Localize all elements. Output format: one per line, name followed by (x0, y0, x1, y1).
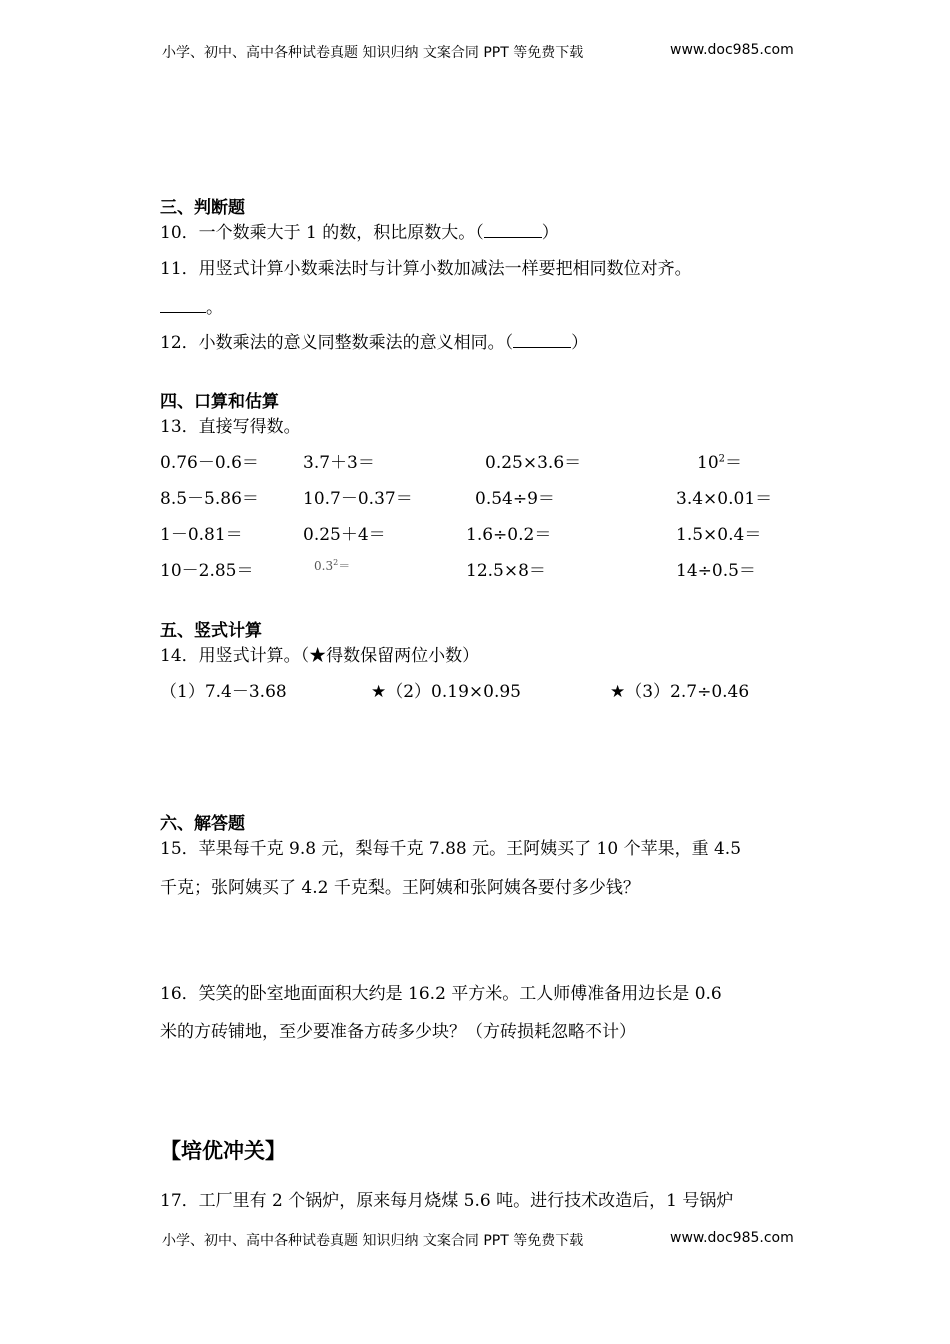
question-11-answer (160, 293, 223, 318)
calc-item: 3.7＋3＝ (303, 453, 375, 473)
calc-item: 0.76－0.6＝ (160, 453, 259, 473)
calc-item: 8.5－5.86＝ (160, 489, 259, 509)
question-11-text: 11．用竖式计算小数乘法时与计算小数加减法一样要把相同数位对齐。 (160, 259, 692, 279)
calc-item: 10－2.85＝ (160, 561, 254, 581)
question-12-close: ） (571, 333, 589, 353)
header-url: www.doc985.com (670, 42, 794, 58)
question-15-line-2: 千克；张阿姨买了 4.2 千克梨。王阿姨和张阿姨各要付多少钱？ (160, 878, 640, 898)
footer-url: www.doc985.com (670, 1230, 794, 1246)
footer-text: 小学、初中、高中各种试卷真题 知识归纳 文案合同 PPT 等免费下载 (162, 1233, 584, 1249)
vertical-calc-2: ★（2）0.19×0.95 (371, 682, 522, 702)
question-10-close: ） (541, 223, 559, 243)
calc-item: 0.54÷9＝ (475, 489, 555, 509)
question-14: 14．用竖式计算。（★得数保留两位小数） (160, 646, 480, 666)
calc-item: 3.4×0.01＝ (676, 489, 773, 509)
section-5-title: 五、竖式计算 (160, 621, 262, 641)
question-11-end: 。 (206, 298, 223, 318)
vertical-calc-1: （1）7.4－3.68 (160, 682, 287, 702)
answer-blank-10[interactable] (484, 223, 542, 238)
question-13: 13．直接写得数。 (160, 417, 301, 437)
calc-item: 1.5×0.4＝ (676, 525, 762, 545)
vertical-calc-3: ★（3）2.7÷0.46 (610, 682, 750, 702)
calc-item-power: $10^2=$ (697, 453, 743, 473)
calc-item: 1.6÷0.2＝ (466, 525, 552, 545)
answer-blank-12[interactable] (513, 333, 571, 348)
calc-item-small-power: $0.3^2=$ (314, 558, 351, 573)
question-16-line-1: 16．笑笑的卧室地面面积大约是 16.2 平方米。工人师傅准备用边长是 0.6 (160, 984, 722, 1004)
section-6-title: 六、解答题 (160, 814, 245, 834)
question-12-text: 12．小数乘法的意义同整数乘法的意义相同。（ (160, 333, 514, 353)
question-10-text: 10．一个数乘大于 1 的数，积比原数大。（ (160, 223, 484, 243)
calc-item: 1－0.81＝ (160, 525, 243, 545)
calc-item: 0.25×3.6＝ (485, 453, 582, 473)
section-3-title: 三、判断题 (160, 198, 245, 218)
calc-item: 12.5×8＝ (466, 561, 546, 581)
question-10 (160, 218, 559, 243)
calc-item: 14÷0.5＝ (676, 561, 756, 581)
question-17: 17．工厂里有 2 个锅炉，原来每月烧煤 5.6 吨。进行技术改造后，1 号锅炉 (160, 1191, 734, 1211)
question-12 (160, 328, 588, 353)
header-text: 小学、初中、高中各种试卷真题 知识归纳 文案合同 PPT 等免费下载 (162, 45, 584, 61)
question-15-line-1: 15．苹果每千克 9.8 元，梨每千克 7.88 元。王阿姨买了 10 个苹果，重 4.5 (160, 839, 742, 859)
calc-item: 0.25＋4＝ (303, 525, 386, 545)
question-16-line-2: 米的方砖铺地，至少要准备方砖多少块？（方砖损耗忽略不计） (160, 1022, 636, 1042)
answer-blank-11[interactable] (160, 298, 206, 313)
calc-item: 10.7－0.37＝ (303, 489, 413, 509)
section-7-title: 【培优冲关】 (160, 1139, 286, 1163)
section-4-title: 四、口算和估算 (160, 392, 279, 412)
